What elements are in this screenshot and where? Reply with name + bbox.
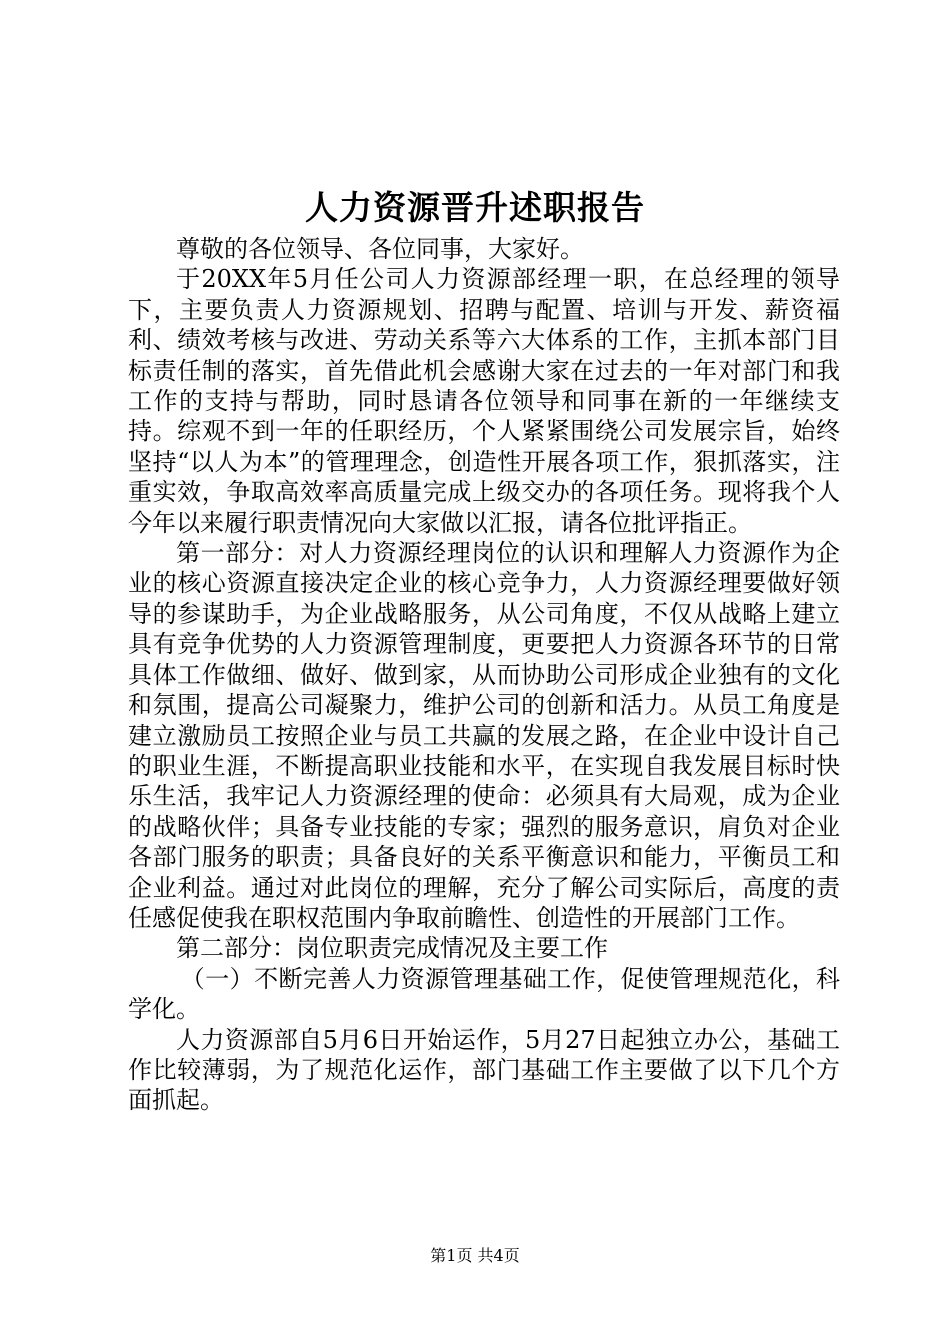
paragraph-hr-department: 人力资源部自5月6日开始运作，5月27日起独立办公，基础工作比较薄弱，为了规范化运作，部门基础工作主要做了以下几个方面抓起。 [128, 1025, 840, 1115]
paragraph-part-two-heading: 第二部分：岗位职责完成情况及主要工作 [176, 934, 608, 963]
paragraph-introduction: 于20XX年5月任公司人力资源部经理一职，在总经理的领导下，主要负责人力资源规划、招聘与配置、培训与开发、薪资福利、绩效考核与改进、劳动关系等六大体系的工作，主抓本部门目标责任制的落实，首先借此机会感谢大家在过去的一年对部门和我工作的支持与帮助，同时恳请各位领导和同事在新的一年继续支持。综观不到一年的任职经历，个人紧紧围绕公司发展宗旨，始终坚持“以人为本”的管理理念，创造性开展各项工作，狠抓落实，注重实效，争取高效率高质量完成上级交办的各项任务。现将我个人今年以来履行职责情况向大家做以汇报，请各位批评指正。 [128, 265, 840, 537]
paragraph-section-one-heading: （一）不断完善人力资源管理基础工作，促使管理规范化，科学化。 [128, 964, 840, 1024]
paragraph-part-one: 第一部分：对人力资源经理岗位的认识和理解人力资源作为企业的核心资源直接决定企业的核心竞争力，人力资源经理要做好领导的参谋助手，为企业战略服务，从公司角度，不仅从战略上建立具有竞争优势的人力资源管理制度，更要把人力资源各环节的日常具体工作做细、做好、做到家，从而协助公司形成企业独有的文化和氛围，提高公司凝聚力，维护公司的创新和活力。从员工角度是建立激励员工按照企业与员工共赢的发展之路，在企业中设计自己的职业生涯，不断提高职业技能和水平，在实现自我发展目标时快乐生活，我牢记人力资源经理的使命：必须具有大局观，成为企业的战略伙伴；具备专业技能的专家；强烈的服务意识，肩负对企业各部门服务的职责；具备良好的关系平衡意识和能力，平衡员工和企业利益。通过对此岗位的理解，充分了解公司实际后，高度的责任感促使我在职权范围内争取前瞻性、创造性的开展部门工作。 [128, 539, 840, 932]
page-footer: 第1页 共4页 [430, 1246, 520, 1265]
document-body [128, 234, 840, 1116]
paragraph-greeting: 尊敬的各位领导、各位同事，大家好。 [176, 235, 584, 263]
document-title: 人力资源晋升述职报告 [305, 188, 645, 227]
